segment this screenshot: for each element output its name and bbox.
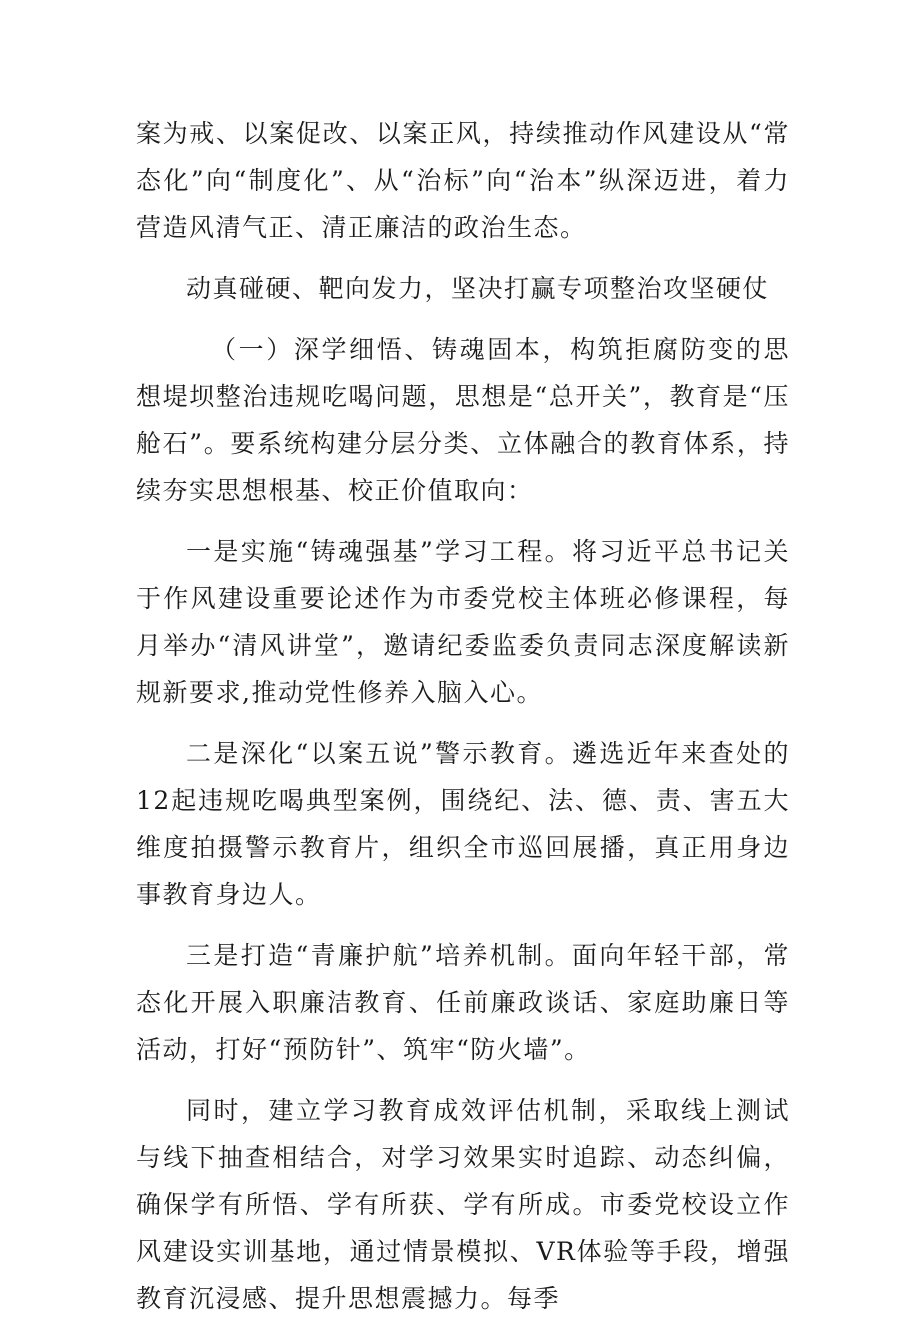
paragraph-point-3: 三是打造“青廉护航”培养机制。面向年轻干部，常态化开展入职廉洁教育、任前廉政谈话、家庭助廉日等活动，打好“预防针”、筑牢“防火墙”。 [136,941,790,1064]
paragraph-continuation: 案为戒、以案促改、以案正风，持续推动作风建设从“常态化”向“制度化”、从“治标”向“治本”纵深迈进，着力营造风清气正、清正廉洁的政治生态。 [136,119,790,242]
document-body [136,110,790,1336]
paragraph-evaluation: 同时，建立学习教育成效评估机制，采取线上测试与线下抽查相结合，对学习效果实时追踪、动态纠偏，确保学有所悟、学有所获、学有所成。市委党校设立作风建设实训基地，通过情景模拟、VR体验等手段，增强教育沉浸感、提升思想震撼力。每季 [136,1096,790,1313]
subsection-paragraph-1: （一）深学细悟、铸魂固本，构筑拒腐防变的思想堤坝整治违规吃喝问题，思想是“总开关”，教育是“压舱石”。要系统构建分层分类、立体融合的教育体系，持续夯实思想根基、校正价值取向： [136,335,790,505]
paragraph-point-1: 一是实施“铸魂强基”学习工程。将习近平总书记关于作风建设重要论述作为市委党校主体班必修课程，每月举办“清风讲堂”，邀请纪委监委负责同志深度解读新规新要求,推动党性修养入脑入心。 [136,537,790,707]
section-heading: 动真碰硬、靶向发力，坚决打赢专项整治攻坚硬仗 [186,274,770,303]
paragraph-point-2: 二是深化“以案五说”警示教育。遴选近年来查处的12起违规吃喝典型案例，围绕纪、法、德、责、害五大维度拍摄警示教育片，组织全市巡回展播，真正用身边事教育身边人。 [136,739,790,909]
